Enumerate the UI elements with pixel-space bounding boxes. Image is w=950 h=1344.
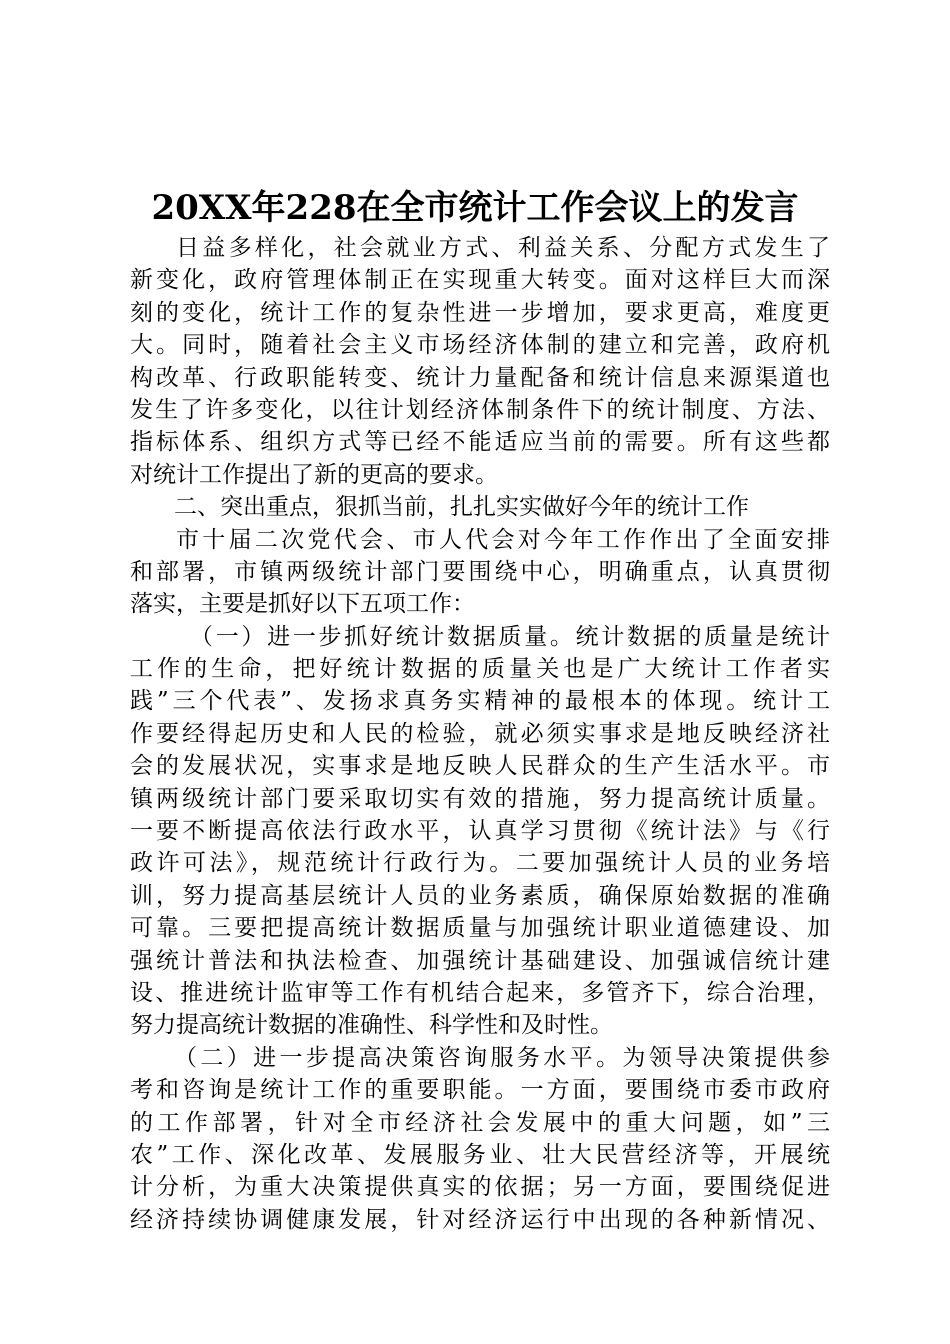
text-line: 训，努力提高基层统计人员的业务素质，确保原始数据的准确 (130, 882, 830, 909)
text-line: 考和咨询是统计工作的重要职能。一方面，要围绕市委市政府 (130, 1077, 830, 1104)
text-line: 对统计工作提出了新的更高的要求。 (130, 461, 498, 488)
document-body (130, 232, 830, 1236)
text-line: （二）进一步提高决策咨询服务水平。为领导决策提供参 (174, 1044, 830, 1071)
text-line: 践”三个代表”、发扬求真务实精神的最根本的体现。统计工 (130, 688, 830, 715)
text-line: 刻的变化，统计工作的复杂性进一步增加，要求更高，难度更 (130, 299, 830, 326)
text-line: 指标体系、组织方式等已经不能适应当前的需要。所有这些都 (130, 429, 830, 456)
text-line: 农”工作、深化改革、发展服务业、壮大民营经济等，开展统 (130, 1141, 830, 1168)
text-line: 和部署，市镇两级统计部门要围绕中心，明确重点，认真贯彻 (130, 558, 830, 585)
text-line: 设、推进统计监审等工作有机结合起来，多管齐下，综合治理， (130, 979, 830, 1006)
text-line: （一）进一步抓好统计数据质量。统计数据的质量是统计 (190, 623, 830, 650)
text-line: 努力提高统计数据的准确性、科学性和及时性。 (130, 1012, 613, 1039)
text-line: 可靠。三要把提高统计数据质量与加强统计职业道德建设、加 (130, 915, 830, 942)
section-heading: 二、突出重点，狠抓当前，扎扎实实做好今年的统计工作 (174, 494, 749, 521)
text-line: 市十届二次党代会、市人代会对今年工作作出了全面安排 (176, 526, 830, 553)
text-line: 新变化，政府管理体制正在实现重大转变。面对这样巨大而深 (130, 267, 830, 294)
document-title: 20XX年228在全市统计工作会议上的发言 (151, 188, 799, 228)
text-line: 会的发展状况，实事求是地反映人民群众的生产生活水平。市 (130, 753, 830, 780)
text-line: 一要不断提高依法行政水平，认真学习贯彻《统计法》与《行 (130, 818, 830, 845)
text-line: 计分析，为重大决策提供真实的依据；另一方面，要围绕促进 (130, 1174, 830, 1201)
text-line: 镇两级统计部门要采取切实有效的措施，努力提高统计质量。 (130, 785, 830, 812)
text-line: 经济持续协调健康发展，针对经济运行中出现的各种新情况、 (130, 1206, 830, 1233)
text-line: 的工作部署，针对全市经济社会发展中的重大问题，如”三 (130, 1109, 830, 1136)
text-line: 发生了许多变化，以往计划经济体制条件下的统计制度、方法、 (130, 396, 830, 423)
text-line: 大。同时，随着社会主义市场经济体制的建立和完善，政府机 (130, 332, 830, 359)
text-line: 日益多样化，社会就业方式、利益关系、分配方式发生了 (176, 235, 830, 261)
text-line: 构改革、行政职能转变、统计力量配备和统计信息来源渠道也 (130, 364, 830, 391)
text-line: 强统计普法和执法检查、加强统计基础建设、加强诚信统计建 (130, 947, 830, 974)
text-line: 政许可法》，规范统计行政行为。二要加强统计人员的业务培 (130, 850, 830, 877)
text-line: 作要经得起历史和人民的检验，就必须实事求是地反映经济社 (130, 720, 830, 747)
text-line: 落实，主要是抓好以下五项工作： (130, 591, 475, 618)
text-line: 工作的生命，把好统计数据的质量关也是广大统计工作者实 (130, 656, 830, 683)
